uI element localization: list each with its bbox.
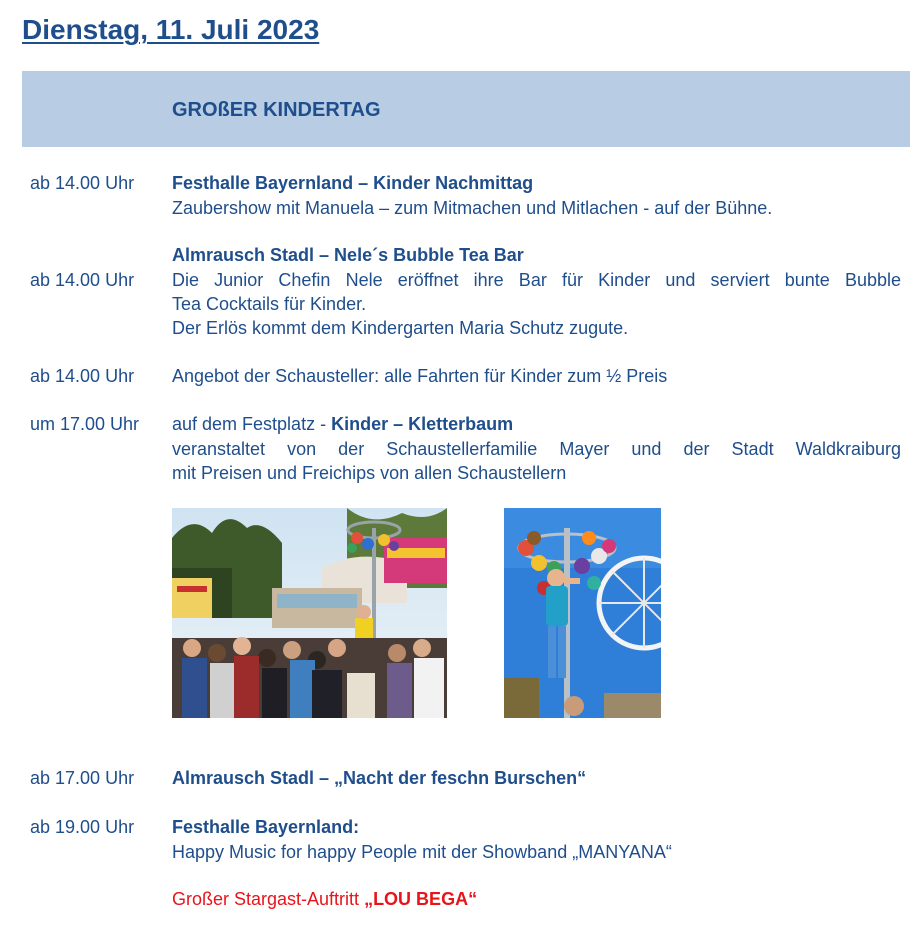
event-time: ab 14.00 Uhr <box>30 270 135 290</box>
event-description: Die Junior Chefin Nele eröffnet ihre Bar für Kinder und serviert bunte Bubble <box>172 270 901 290</box>
event-description: Zaubershow mit Manuela – zum Mitmachen und Mitlachen - auf der Bühne. <box>172 198 773 218</box>
event-title-prefix: auf dem Festplatz - <box>172 414 332 434</box>
climbing-photo-image <box>504 508 661 718</box>
highlight-name: „LOU BEGA“ <box>364 889 478 909</box>
banner-title: GROßER KINDERTAG <box>172 99 381 121</box>
event-title: Almrausch Stadl – „Nacht der feschn Burschen“ <box>172 768 587 788</box>
event-title: Almrausch Stadl – Nele´s Bubble Tea Bar <box>172 245 524 265</box>
event-title-line <box>172 412 513 436</box>
event-time: ab 19.00 Uhr <box>30 817 135 837</box>
event-time: um 17.00 Uhr <box>30 414 140 434</box>
section-banner <box>22 71 910 147</box>
event-title: Festhalle Bayernland: <box>172 817 360 837</box>
festplatz-crowd-photo <box>172 508 447 718</box>
event-time: ab 14.00 Uhr <box>30 173 135 193</box>
event-description: Der Erlös kommt dem Kindergarten Maria Schutz zugute. <box>172 318 629 338</box>
event-description: veranstaltet von der Schaustellerfamilie Mayer und der Stadt Waldkraiburg <box>172 439 901 459</box>
event-title: Kinder – Kletterbaum <box>331 414 514 434</box>
crowd-photo-image <box>172 508 447 718</box>
date-heading: Dienstag, 11. Juli 2023 <box>22 14 320 45</box>
event-description: Tea Cocktails für Kinder. <box>172 294 367 314</box>
highlight-prefix: Großer Stargast-Auftritt <box>172 889 365 909</box>
event-time: ab 17.00 Uhr <box>30 768 135 788</box>
stargast-highlight <box>172 887 477 911</box>
event-description: mit Preisen und Freichips von allen Schaustellern <box>172 463 567 483</box>
event-time: ab 14.00 Uhr <box>30 366 135 386</box>
event-description: Happy Music for happy People mit der Showband „MANYANA“ <box>172 842 672 862</box>
event-description: Angebot der Schausteller: alle Fahrten für Kinder zum ½ Preis <box>172 366 668 386</box>
event-title: Festhalle Bayernland – Kinder Nachmittag <box>172 173 534 193</box>
climbing-pole-photo <box>504 508 661 718</box>
